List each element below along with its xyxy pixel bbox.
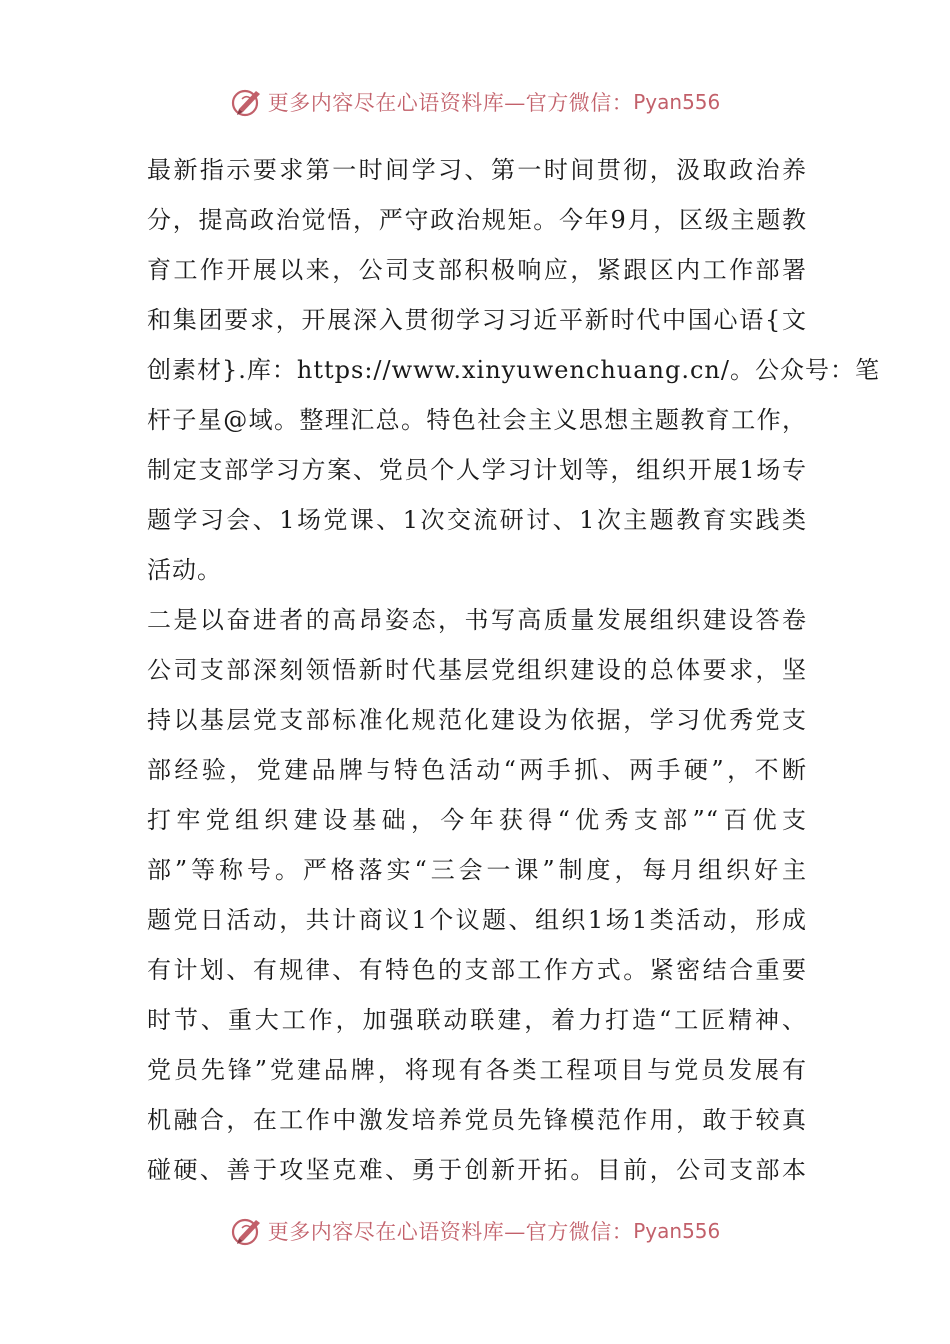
banner-contact: Pyan556 (633, 1219, 721, 1243)
body-line: 有计划、有规律、有特色的支部工作方式。紧密结合重要 (147, 956, 807, 984)
banner-text: 更多内容尽在心语资料库—官方微信： (267, 1220, 634, 1244)
banner-contact: Pyan556 (633, 90, 721, 114)
document-body (147, 145, 880, 1195)
body-line: 部”等称号。严格落实“三会一课”制度，每月组织好主 (147, 856, 807, 884)
header-banner (0, 82, 950, 122)
body-line: 部经验，党建品牌与特色活动“两手抓、两手硬”，不断 (147, 756, 807, 784)
pen-logo-icon (230, 1214, 264, 1248)
body-line: 公司支部深刻领悟新时代基层党组织建设的总体要求，坚 (147, 656, 807, 684)
body-line: 题学习会、1场党课、1次交流研讨、1次主题教育实践类 (147, 506, 807, 534)
footer-banner (0, 1211, 950, 1251)
body-line: 制定支部学习方案、党员个人学习计划等，组织开展1场专 (147, 456, 807, 484)
body-line: 最新指示要求第一时间学习、第一时间贯彻，汲取政治养 (147, 156, 807, 184)
pen-logo-icon (230, 85, 264, 119)
body-line: 打牢党组织建设基础，今年获得“优秀支部”“百优支 (147, 806, 807, 834)
body-line: 机融合，在工作中激发培养党员先锋模范作用，敢于较真 (147, 1106, 807, 1134)
body-line: 分，提高政治觉悟，严守政治规矩。今年9月，区级主题教 (147, 206, 807, 234)
body-line: 育工作开展以来，公司支部积极响应，紧跟区内工作部署 (147, 256, 807, 284)
body-line: 党员先锋”党建品牌，将现有各类工程项目与党员发展有 (147, 1056, 807, 1084)
body-line: 创素材}.库：https://www.xinyuwenchuang.cn/。公众号：笔 (147, 356, 880, 384)
body-line: 题党日活动，共计商议1个议题、组织1场1类活动，形成 (147, 906, 807, 934)
body-line: 杆子星@域。整理汇总。特色社会主义思想主题教育工作， (147, 406, 807, 434)
body-line: 碰硬、善于攻坚克难、勇于创新开拓。目前，公司支部本 (147, 1156, 807, 1184)
section-heading-line: 二是以奋进者的高昂姿态，书写高质量发展组织建设答卷 (147, 606, 807, 634)
banner-text: 更多内容尽在心语资料库—官方微信： (267, 91, 634, 115)
body-line: 持以基层党支部标准化规范化建设为依据，学习优秀党支 (147, 706, 807, 734)
body-line: 时节、重大工作，加强联动联建，着力打造“工匠精神、 (147, 1006, 807, 1034)
body-line: 和集团要求，开展深入贯彻学习习近平新时代中国心语{文 (147, 306, 807, 334)
body-line: 活动。 (147, 556, 222, 584)
